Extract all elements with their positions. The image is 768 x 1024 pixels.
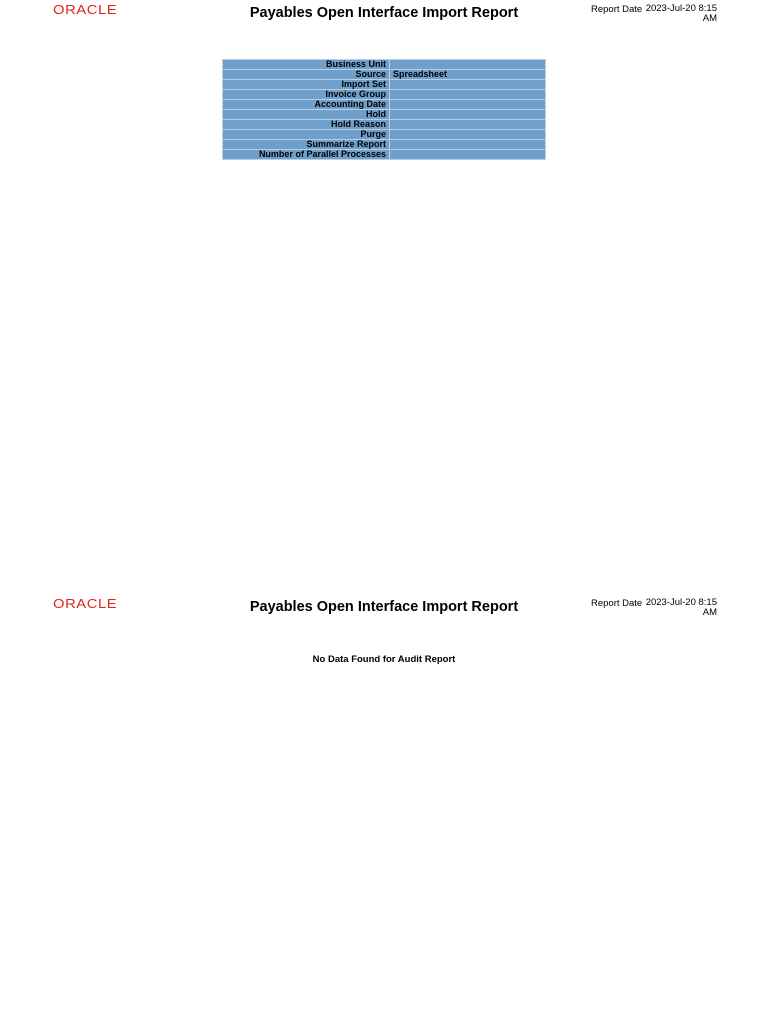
report-date-value: 2023-Jul-20 8:15 AM [645, 597, 717, 618]
oracle-logo: ORACLE [53, 3, 118, 17]
audit-report-message: No Data Found for Audit Report [312, 654, 456, 665]
parameter-label: Summarize Report [223, 140, 390, 150]
parameter-label: Purge [223, 130, 390, 140]
table-row [223, 90, 546, 100]
parameter-value [390, 150, 546, 160]
parameter-value [390, 130, 546, 140]
table-row [223, 150, 546, 160]
report-date-value: 2023-Jul-20 8:15 AM [645, 3, 717, 24]
table-row [223, 120, 546, 130]
parameter-value [390, 60, 546, 70]
parameter-value [390, 140, 546, 150]
parameter-label: Number of Parallel Processes [223, 150, 390, 160]
parameter-value [390, 80, 546, 90]
parameter-label: Hold [223, 110, 390, 120]
table-row [223, 60, 546, 70]
table-row [223, 70, 546, 80]
parameters-table [222, 59, 546, 160]
parameter-value [390, 110, 546, 120]
parameter-label: Hold Reason [223, 120, 390, 130]
parameter-label: Invoice Group [223, 90, 390, 100]
table-row [223, 80, 546, 90]
parameter-label: Source [223, 70, 390, 80]
report-title: Payables Open Interface Import Report [249, 5, 519, 21]
report-page-2 [0, 594, 768, 1024]
table-row [223, 130, 546, 140]
report-date-label: Report Date [591, 598, 643, 609]
parameter-label: Import Set [223, 80, 390, 90]
parameter-label: Accounting Date [223, 100, 390, 110]
table-row [223, 110, 546, 120]
table-row [223, 100, 546, 110]
parameter-value [390, 100, 546, 110]
parameter-value [390, 90, 546, 100]
table-row [223, 140, 546, 150]
oracle-logo: ORACLE [53, 597, 118, 611]
report-title: Payables Open Interface Import Report [249, 599, 519, 615]
report-date-label: Report Date [591, 4, 643, 15]
parameter-label: Business Unit [223, 60, 390, 70]
parameter-value [390, 120, 546, 130]
parameter-value: Spreadsheet [390, 70, 546, 80]
